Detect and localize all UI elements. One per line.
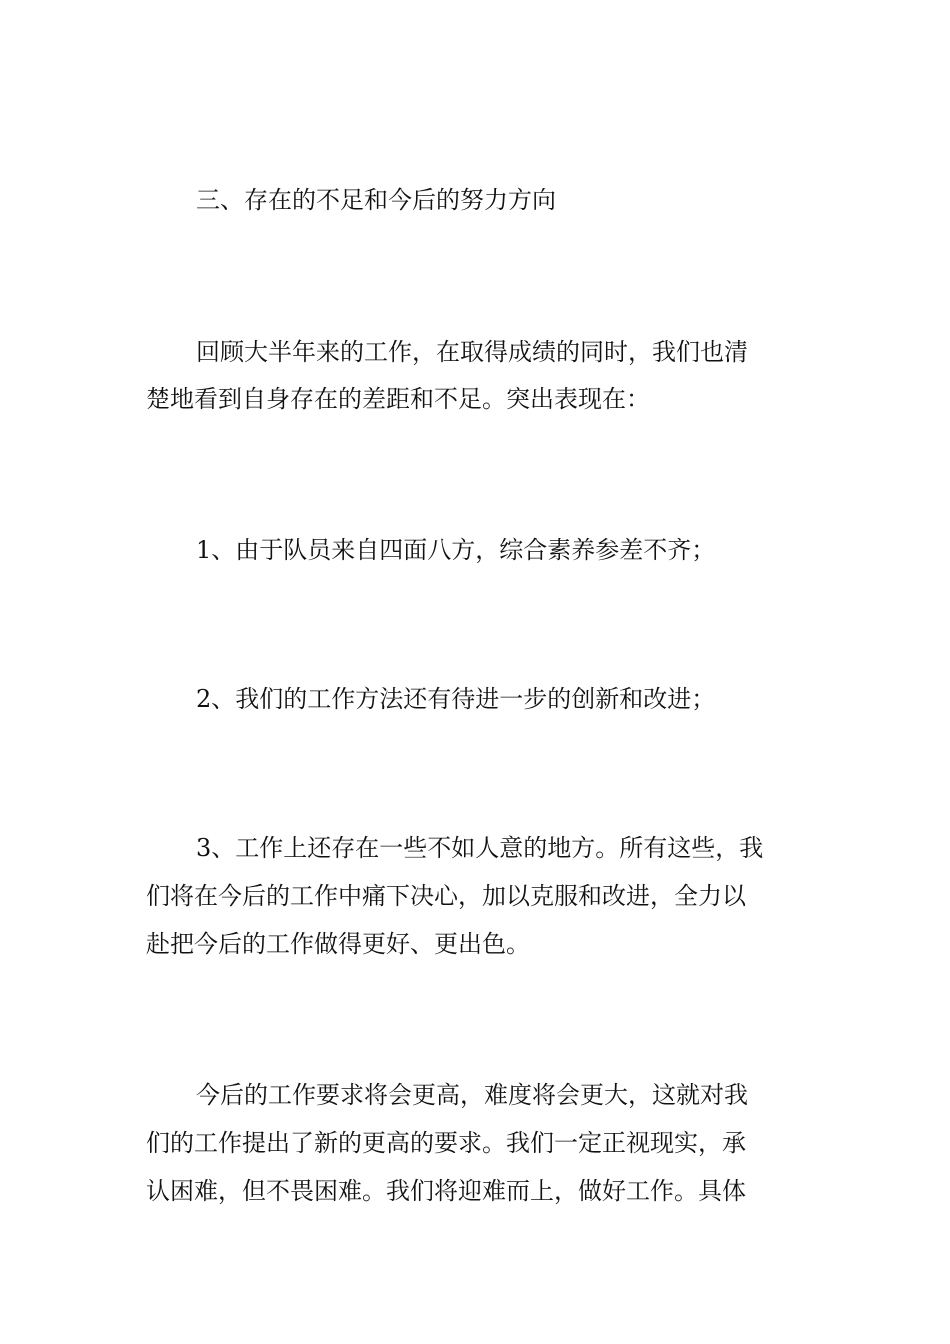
- paragraph-1-line-2: 楚地看到自身存在的差距和不足。突出表现在：: [146, 385, 650, 413]
- list-item-3-line-1: 3、工作上还存在一些不如人意的地方。所有这些，我: [196, 834, 764, 862]
- section-heading: 三、存在的不足和今后的努力方向: [196, 186, 556, 214]
- list-item-1: 1、由于队员来自四面八方，综合素养参差不齐；: [196, 536, 716, 564]
- list-item-2: 2、我们的工作方法还有待进一步的创新和改进；: [196, 685, 716, 713]
- paragraph-2-line-2: 们的工作提出了新的更高的要求。我们一定正视现实，承: [146, 1129, 746, 1157]
- list-item-3-line-2: 们将在今后的工作中痛下决心，加以克服和改进，全力以: [146, 882, 746, 910]
- list-item-3-line-3: 赴把今后的工作做得更好、更出色。: [146, 930, 530, 958]
- paragraph-2-line-3: 认困难，但不畏困难。我们将迎难而上，做好工作。具体: [146, 1177, 746, 1205]
- paragraph-1-line-1: 回顾大半年来的工作，在取得成绩的同时，我们也清: [196, 338, 748, 366]
- paragraph-2-line-1: 今后的工作要求将会更高，难度将会更大，这就对我: [196, 1081, 748, 1109]
